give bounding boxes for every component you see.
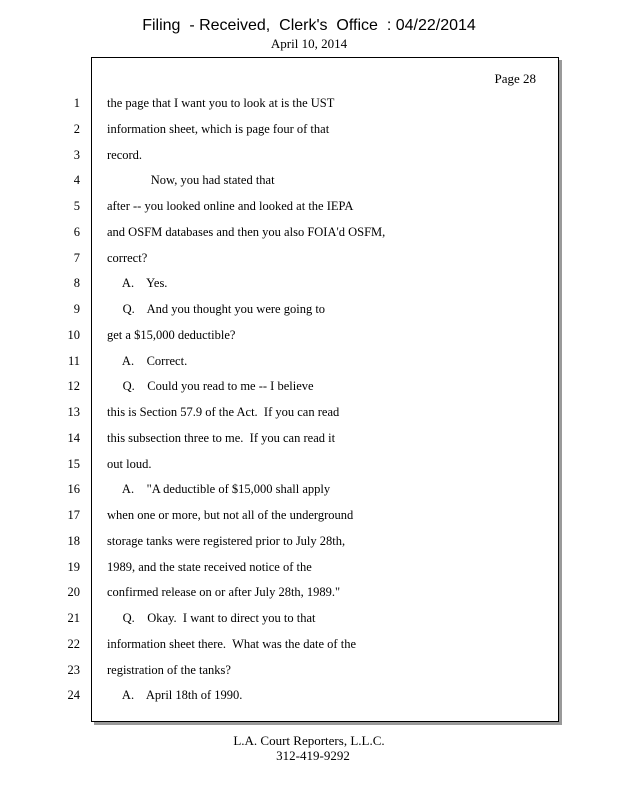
footer-company: L.A. Court Reporters, L.L.C. xyxy=(233,733,385,748)
transcript-line xyxy=(0,687,618,703)
line-number: 13 xyxy=(67,405,80,419)
line-number: 18 xyxy=(67,534,80,548)
transcript-line xyxy=(0,559,618,575)
transcript-line xyxy=(0,275,618,291)
line-number: 2 xyxy=(73,122,80,136)
transcript-line xyxy=(0,610,618,626)
transcript-line xyxy=(0,95,618,111)
line-text: information sheet there. What was the date of the xyxy=(107,637,356,651)
transcript-line xyxy=(0,353,618,369)
line-number: 8 xyxy=(73,276,80,290)
filing-stamp: Filing - Received, Clerk's Office : 04/22/2014 xyxy=(142,17,476,34)
line-number: 4 xyxy=(73,173,80,187)
transcript-line xyxy=(0,378,618,394)
line-text: the page that I want you to look at is the UST xyxy=(107,96,335,110)
transcript-line xyxy=(0,327,618,343)
transcript-line xyxy=(0,456,618,472)
line-number: 23 xyxy=(67,663,80,677)
line-number: 17 xyxy=(67,508,80,522)
line-text: 1989, and the state received notice of the xyxy=(107,560,312,574)
line-text: after -- you looked online and looked at the IEPA xyxy=(107,199,354,213)
line-number: 14 xyxy=(67,431,80,445)
line-text: and OSFM databases and then you also FOIA'd OSFM, xyxy=(107,225,386,239)
transcript-line xyxy=(0,662,618,678)
line-number: 5 xyxy=(73,199,80,213)
transcript-line xyxy=(0,147,618,163)
line-number: 1 xyxy=(73,96,80,110)
page-number: Page 28 xyxy=(494,71,536,86)
transcript-line xyxy=(0,301,618,317)
footer-phone: 312-419-9292 xyxy=(276,748,350,763)
transcript-date: April 10, 2014 xyxy=(270,36,348,51)
line-text: when one or more, but not all of the underground xyxy=(107,508,354,522)
line-text: correct? xyxy=(107,251,148,265)
line-number: 9 xyxy=(73,302,80,316)
transcript-line xyxy=(0,481,618,497)
transcript-line xyxy=(0,584,618,600)
line-text: confirmed release on or after July 28th, 1989." xyxy=(107,585,341,599)
line-number: 10 xyxy=(67,328,80,342)
line-number: 15 xyxy=(67,457,80,471)
line-text: out loud. xyxy=(107,457,152,471)
line-text: Q. Okay. I want to direct you to that xyxy=(107,611,316,625)
line-text: A. Correct. xyxy=(107,354,188,368)
line-text: Q. And you thought you were going to xyxy=(107,302,326,316)
line-text: registration of the tanks? xyxy=(107,663,231,677)
transcript-line xyxy=(0,250,618,266)
line-text: get a $15,000 deductible? xyxy=(107,328,236,342)
transcript-line xyxy=(0,533,618,549)
line-number: 21 xyxy=(67,611,80,625)
line-text: this subsection three to me. If you can read it xyxy=(107,431,336,445)
line-text: storage tanks were registered prior to July 28th, xyxy=(107,534,346,548)
line-number: 24 xyxy=(67,688,80,702)
transcript-line xyxy=(0,507,618,523)
line-number: 19 xyxy=(67,560,80,574)
transcript-line xyxy=(0,172,618,188)
line-text: A. "A deductible of $15,000 shall apply xyxy=(107,482,331,496)
line-number: 20 xyxy=(67,585,80,599)
line-text: this is Section 57.9 of the Act. If you can read xyxy=(107,405,340,419)
transcript-line xyxy=(0,121,618,137)
transcript-line xyxy=(0,636,618,652)
transcript-line xyxy=(0,404,618,420)
line-text: Q. Could you read to me -- I believe xyxy=(107,379,314,393)
line-number: 22 xyxy=(67,637,80,651)
line-text: Now, you had stated that xyxy=(107,173,275,187)
transcript-line xyxy=(0,430,618,446)
line-text: A. April 18th of 1990. xyxy=(107,688,243,702)
line-number: 7 xyxy=(73,251,80,265)
line-text: information sheet, which is page four of that xyxy=(107,122,330,136)
line-number: 6 xyxy=(73,225,80,239)
transcript-line xyxy=(0,198,618,214)
line-number: 11 xyxy=(67,354,80,368)
line-number: 12 xyxy=(67,379,80,393)
line-number: 16 xyxy=(67,482,80,496)
line-text: A. Yes. xyxy=(107,276,168,290)
line-text: record. xyxy=(107,148,143,162)
transcript-line xyxy=(0,224,618,240)
line-number: 3 xyxy=(73,148,80,162)
